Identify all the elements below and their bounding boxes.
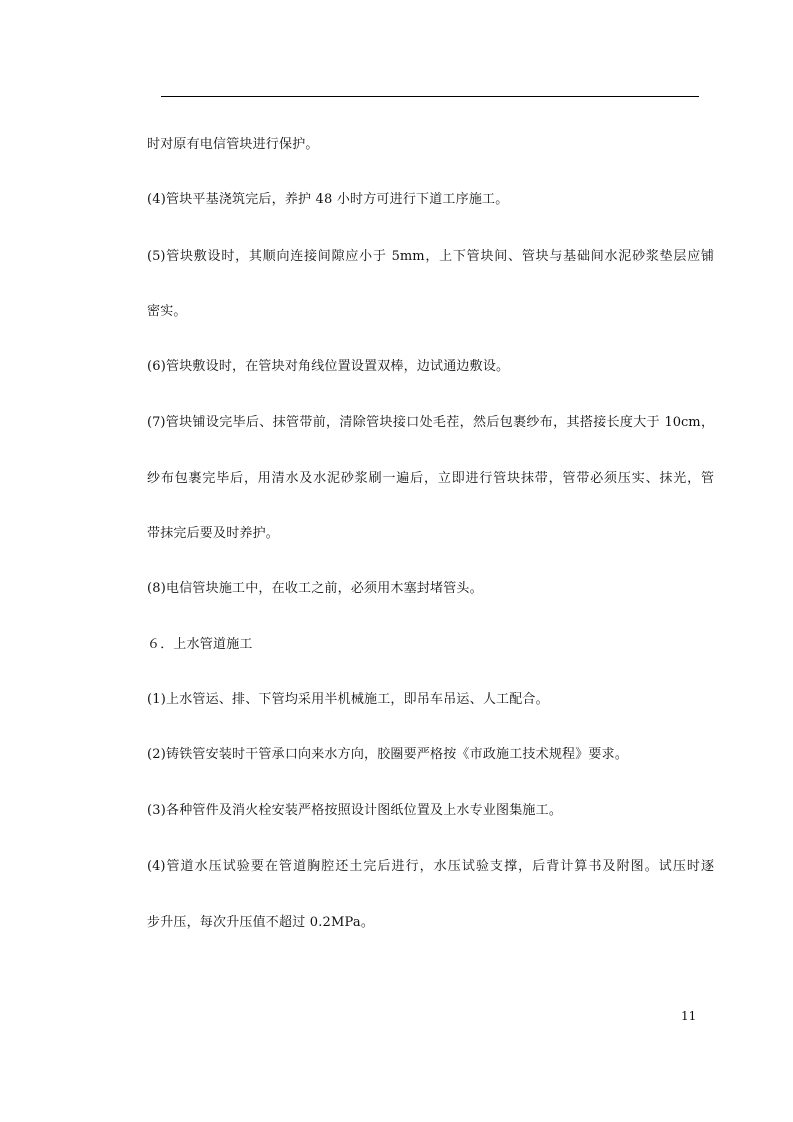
- text-line-15: 步升压，每次升压值不超过 0.2MPa。: [147, 915, 375, 930]
- text-line-5: (6)管块敷设时，在管块对角线位置设置双棒，边试通边敷设。: [147, 359, 510, 374]
- text-line-12: (2)铸铁管安装时干管承口向来水方向，胶圈要严格按《市政施工技术规程》要求。: [147, 747, 629, 762]
- text-line-14: (4)管道水压试验要在管道胸腔还土完后进行，水压试验支撑，后背计算书及附图。试压时逐: [147, 859, 714, 874]
- page-number: 11: [681, 1009, 697, 1023]
- text-line-13: (3)各种管件及消火栓安装严格按照设计图纸位置及上水专业图集施工。: [147, 803, 563, 818]
- text-line-9: (8)电信管块施工中，在收工之前，必须用木塞封堵管头。: [147, 581, 483, 596]
- text-line-4: 密实。: [147, 304, 187, 319]
- text-line-11: (1)上水管运、排、下管均采用半机械施工，即吊车吊运、人工配合。: [147, 692, 549, 707]
- text-line-2: (4)管块平基浇筑完后，养护 48 小时方可进行下道工序施工。: [147, 192, 509, 207]
- text-line-1: 时对原有电信管块进行保护。: [147, 137, 319, 152]
- text-line-8: 带抹完后要及时养护。: [147, 526, 280, 541]
- header-rule: [161, 96, 699, 97]
- text-line-6: (7)管块铺设完毕后、抹管带前，清除管块接口处毛茬，然后包裹纱布，其搭接长度大于 10cm，: [147, 415, 714, 430]
- text-line-7: 纱布包裹完毕后，用清水及水泥砂浆刷一遍后，立即进行管块抹带，管带必须压实、抹光，管: [147, 471, 714, 486]
- section-heading: ６．上水管道施工: [147, 637, 253, 652]
- text-line-3: (5)管块敷设时，其顺向连接间隙应小于 5mm，上下管块间、管块与基础间水泥砂浆垫层应铺: [147, 249, 714, 264]
